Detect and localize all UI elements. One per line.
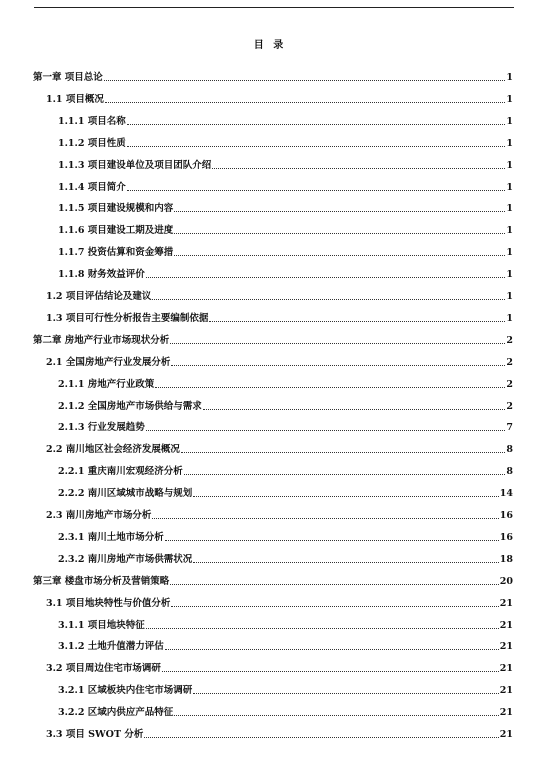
toc-entry-page: 2 xyxy=(506,378,513,390)
toc-entry-label: 1.1.6 项目建设工期及进度 xyxy=(58,225,174,237)
toc-entry-label: 3.1.1 项目地块特征 xyxy=(58,619,145,631)
toc-entry-label: 3.2.1 区域板块内住宅市场调研 xyxy=(58,685,193,697)
toc-entry[interactable] xyxy=(58,412,513,434)
toc-dot-leader xyxy=(203,409,506,410)
toc-entry-page: 1 xyxy=(506,269,513,281)
toc-dot-leader xyxy=(170,584,498,585)
toc-entry-page: 18 xyxy=(499,553,513,565)
toc-entry-page: 8 xyxy=(506,444,513,456)
toc-entry-label: 3.1.2 土地升值潜力评估 xyxy=(58,641,164,653)
toc-dot-leader xyxy=(212,168,505,169)
toc-entry-label: 1.1.7 投资估算和资金筹措 xyxy=(58,247,174,259)
toc-entry[interactable] xyxy=(58,369,513,391)
toc-entry-page: 1 xyxy=(506,181,513,193)
toc-dot-leader xyxy=(146,628,499,629)
toc-entry[interactable] xyxy=(58,172,513,194)
toc-dot-leader xyxy=(170,343,505,344)
toc-entry-label: 第二章 房地产行业市场现状分析 xyxy=(33,334,170,346)
toc-dot-leader xyxy=(171,606,498,607)
toc-entry-label: 1.1.1 项目名称 xyxy=(58,115,126,127)
toc-entry[interactable] xyxy=(46,653,513,675)
toc-entry[interactable] xyxy=(33,62,513,84)
toc-entry-page: 1 xyxy=(506,312,513,324)
toc-entry[interactable] xyxy=(58,697,513,719)
header-rule xyxy=(34,7,514,8)
toc-entry-label: 1.1.8 财务效益评价 xyxy=(58,269,145,281)
toc-entry-label: 3.2 项目周边住宅市场调研 xyxy=(46,663,161,675)
toc-entry-label: 2.2 南川地区社会经济发展概况 xyxy=(46,444,180,456)
toc-entry-label: 2.3 南川房地产市场分析 xyxy=(46,510,152,521)
toc-dot-leader xyxy=(174,211,505,212)
toc-entry-label: 1.1.4 项目简介 xyxy=(58,181,126,193)
toc-entry-label: 2.2.1 重庆南川宏观经济分析 xyxy=(58,466,183,478)
toc-entry[interactable] xyxy=(58,544,513,566)
toc-entry[interactable] xyxy=(46,303,513,325)
toc-entry-label: 1.2 项目评估结论及建议 xyxy=(46,291,152,302)
toc-entry[interactable] xyxy=(46,281,513,303)
toc-entry-page: 2 xyxy=(506,356,513,368)
toc-dot-leader xyxy=(162,671,499,672)
toc-entry-page: 21 xyxy=(499,597,513,609)
toc-entry-page: 21 xyxy=(499,619,513,631)
toc-entry-label: 第三章 楼盘市场分析及营销策略 xyxy=(33,575,170,587)
toc-entry[interactable] xyxy=(58,215,513,237)
toc-dot-leader xyxy=(174,233,505,234)
toc-entry-page: 7 xyxy=(506,422,513,434)
toc-dot-leader xyxy=(152,518,498,519)
toc-dot-leader xyxy=(193,496,499,497)
toc-entry-page: 1 xyxy=(506,203,513,215)
toc-entry[interactable] xyxy=(46,434,513,456)
toc-entry-page: 20 xyxy=(499,575,513,587)
toc-entry-page: 14 xyxy=(499,488,513,500)
toc-entry[interactable] xyxy=(58,478,513,500)
toc-entry-page: 1 xyxy=(506,247,513,259)
toc-entry[interactable] xyxy=(33,325,513,347)
toc-entry-label: 3.3 项目 SWOT 分析 xyxy=(46,729,144,740)
toc-dot-leader xyxy=(165,540,499,541)
toc-entry-page: 21 xyxy=(499,729,513,740)
toc-entry-page: 2 xyxy=(506,334,513,346)
toc-entry-page: 1 xyxy=(506,159,513,171)
toc-entry-page: 21 xyxy=(499,663,513,675)
toc-entry[interactable] xyxy=(46,588,513,610)
toc-entry[interactable] xyxy=(58,675,513,697)
toc-dot-leader xyxy=(144,737,498,738)
toc-entry-label: 2.1.1 房地产行业政策 xyxy=(58,378,155,390)
toc-entry[interactable] xyxy=(58,193,513,215)
toc-entry-label: 1.1.2 项目性质 xyxy=(58,137,126,149)
toc-entry-label: 1.1 项目概况 xyxy=(46,93,104,105)
toc-entry-label: 2.1.2 全国房地产市场供给与需求 xyxy=(58,400,202,412)
toc-dot-leader xyxy=(184,474,506,475)
toc-entry-page: 16 xyxy=(499,510,513,521)
toc-dot-leader xyxy=(209,321,505,322)
toc-entry[interactable] xyxy=(58,522,513,544)
toc-dot-leader xyxy=(174,255,505,256)
toc-entry-page: 1 xyxy=(506,291,513,302)
toc-entry-label: 3.2.2 区域内供应产品特征 xyxy=(58,707,174,719)
toc-entry-page: 1 xyxy=(506,225,513,237)
toc-entry[interactable] xyxy=(58,259,513,281)
toc-entry-page: 1 xyxy=(506,93,513,105)
toc-entry-label: 2.3.2 南川房地产市场供需状况 xyxy=(58,553,193,565)
toc-entry-label: 第一章 项目总论 xyxy=(33,72,103,83)
toc-entry[interactable] xyxy=(46,500,513,522)
toc-dot-leader xyxy=(104,80,506,81)
toc-dot-leader xyxy=(155,387,505,388)
toc-entry-label: 3.1 项目地块特性与价值分析 xyxy=(46,597,171,609)
toc-entry[interactable] xyxy=(58,150,513,172)
toc-dot-leader xyxy=(146,277,506,278)
toc-entry[interactable] xyxy=(58,610,513,632)
toc-entry[interactable] xyxy=(58,106,513,128)
toc-dot-leader xyxy=(181,452,506,453)
toc-dot-leader xyxy=(127,146,506,147)
toc-entry-page: 16 xyxy=(499,531,513,543)
toc-entry[interactable] xyxy=(58,631,513,653)
toc-dot-leader xyxy=(171,365,505,366)
toc-entry[interactable] xyxy=(46,84,513,106)
toc-entry[interactable] xyxy=(46,719,513,741)
toc-dot-leader xyxy=(152,299,505,300)
toc-entry[interactable] xyxy=(33,566,513,588)
toc-entry[interactable] xyxy=(58,237,513,259)
toc-entry-label: 2.2.2 南川区域城市战略与规划 xyxy=(58,488,193,500)
toc-entry-label: 2.1 全国房地产行业发展分析 xyxy=(46,356,171,368)
toc-dot-leader xyxy=(165,649,499,650)
toc-entry-label: 1.3 项目可行性分析报告主要编制依据 xyxy=(46,312,209,324)
toc-dot-leader xyxy=(127,124,506,125)
toc-dot-leader xyxy=(146,430,506,431)
toc-entry-label: 1.1.5 项目建设规模和内容 xyxy=(58,203,174,215)
toc-entry-page: 21 xyxy=(499,707,513,719)
toc-entry-page: 2 xyxy=(506,400,513,412)
toc-entry-page: 8 xyxy=(506,466,513,478)
toc-entry-page: 1 xyxy=(506,72,513,83)
toc-entry-page: 1 xyxy=(506,115,513,127)
toc-title: 目 录 xyxy=(253,40,287,51)
toc-entry-label: 1.1.3 项目建设单位及项目团队介绍 xyxy=(58,159,212,171)
toc-dot-leader xyxy=(174,715,499,716)
toc-entry[interactable] xyxy=(58,128,513,150)
toc-entry-label: 2.1.3 行业发展趋势 xyxy=(58,422,145,434)
toc-entry[interactable] xyxy=(58,391,513,413)
toc-entry-page: 21 xyxy=(499,641,513,653)
toc-dot-leader xyxy=(105,102,506,103)
toc-entry-page: 21 xyxy=(499,685,513,697)
toc-dot-leader xyxy=(193,562,499,563)
toc-entry[interactable] xyxy=(46,347,513,369)
toc-entry-label: 2.3.1 南川土地市场分析 xyxy=(58,531,164,543)
toc-entry-page: 1 xyxy=(506,137,513,149)
toc-entry[interactable] xyxy=(58,456,513,478)
toc-dot-leader xyxy=(127,190,506,191)
toc-dot-leader xyxy=(193,693,499,694)
